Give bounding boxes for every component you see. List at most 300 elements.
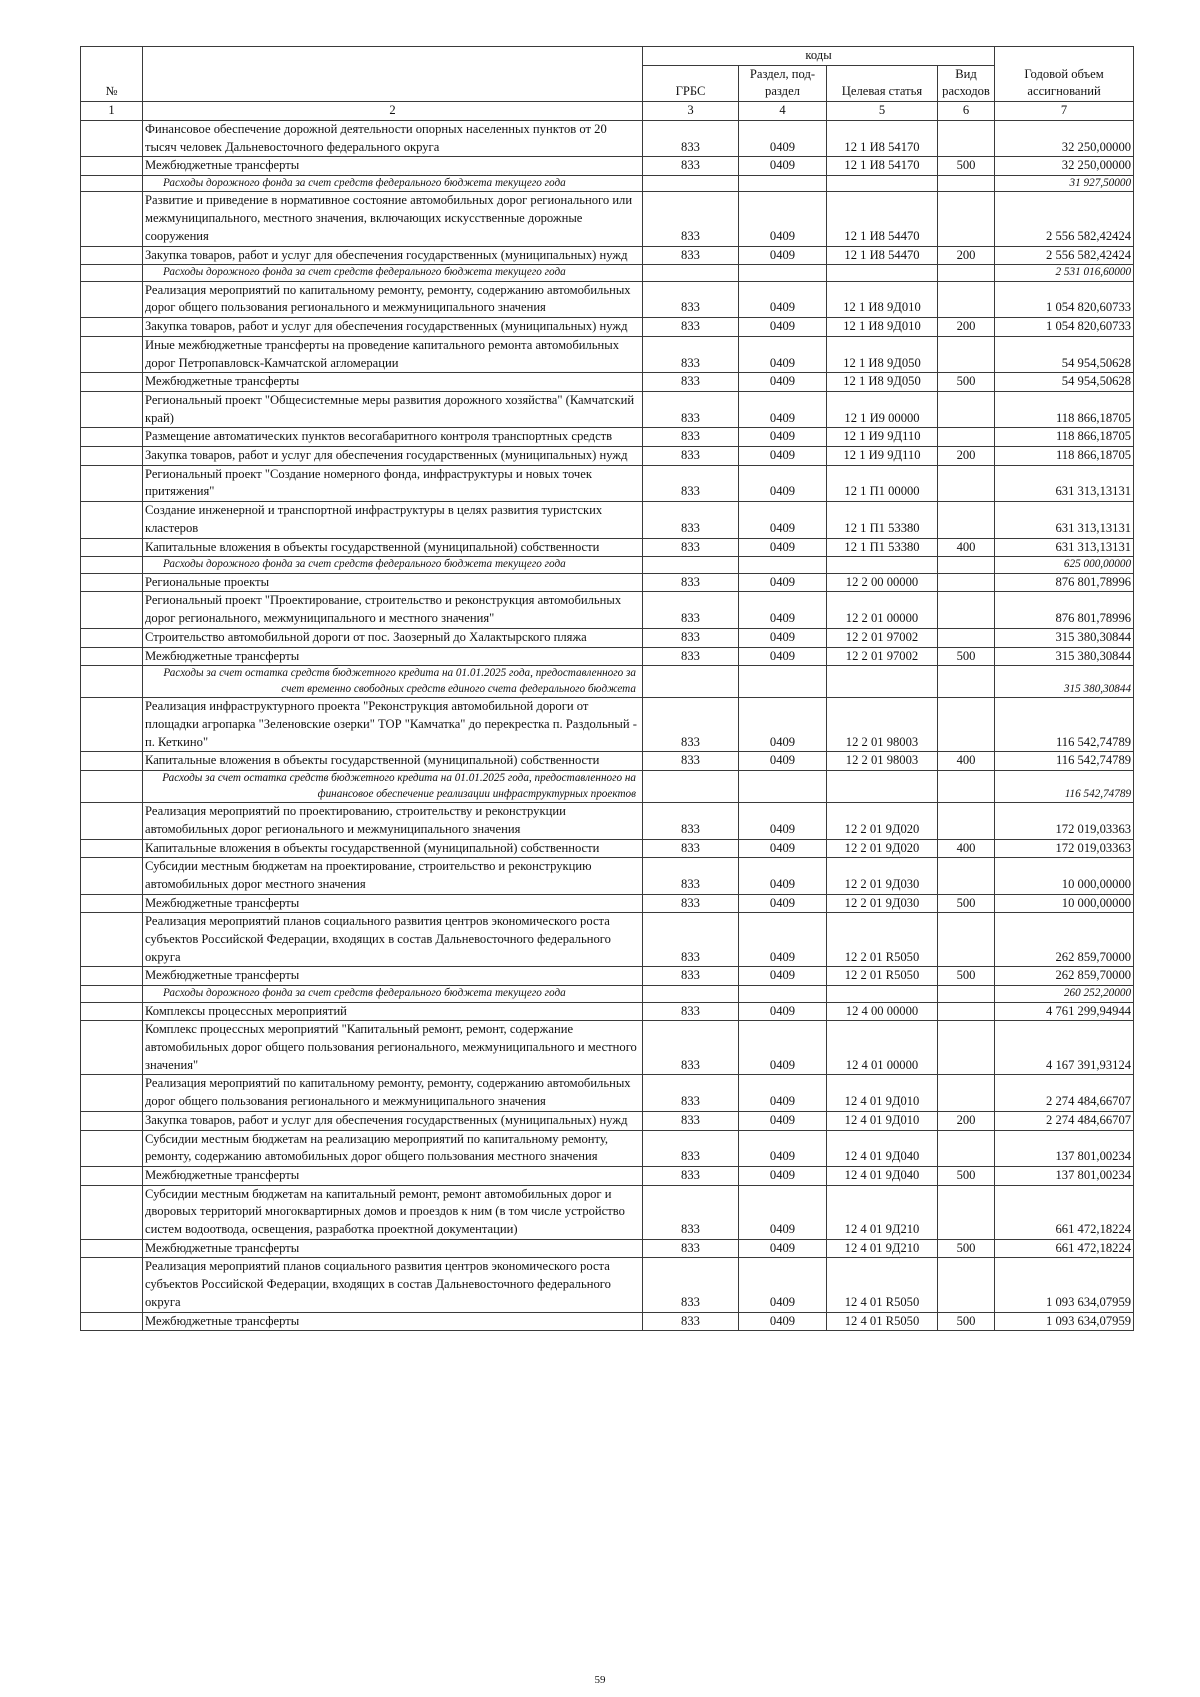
row-name-cell: Межбюджетные трансферты [143,647,643,666]
row-name-cell: Межбюджетные трансферты [143,967,643,986]
row-vid-cell: 200 [938,246,995,265]
row-grbs-cell: 833 [643,428,739,447]
table-header [81,47,1134,121]
row-target-cell: 12 4 01 9Д040 [827,1130,938,1166]
row-grbs-cell: 833 [643,1166,739,1185]
row-number-cell [81,557,143,574]
row-grbs-cell [643,175,739,192]
row-number-cell [81,913,143,967]
header-grbs: ГРБС [643,65,739,101]
row-vid-cell [938,265,995,282]
row-vid-cell: 500 [938,1239,995,1258]
row-amount-cell: 876 801,78996 [995,573,1134,592]
row-target-cell [827,666,938,698]
row-amount-cell: 172 019,03363 [995,803,1134,839]
row-number-cell [81,771,143,803]
table-row [81,1239,1134,1258]
row-name-cell: Реализация мероприятий по проектированию, строительству и реконструкции автомобильных дорог регионального и межмуниципального значения [143,803,643,839]
row-amount-cell: 315 380,30844 [995,666,1134,698]
row-vid-cell: 500 [938,373,995,392]
row-amount-cell: 661 472,18224 [995,1185,1134,1239]
row-razdel-cell: 0409 [739,573,827,592]
row-grbs-cell: 833 [643,839,739,858]
row-amount-cell: 10 000,00000 [995,894,1134,913]
row-name-cell: Капитальные вложения в объекты государственной (муниципальной) собственности [143,752,643,771]
row-name-cell: Закупка товаров, работ и услуг для обеспечения государственных (муниципальных) нужд [143,447,643,466]
row-target-cell [827,265,938,282]
row-target-cell: 12 2 01 R5050 [827,913,938,967]
row-number-cell [81,1075,143,1111]
row-number-cell [81,803,143,839]
row-number-cell [81,318,143,337]
row-target-cell: 12 4 00 00000 [827,1002,938,1021]
row-grbs-cell: 833 [643,538,739,557]
row-vid-cell [938,592,995,628]
row-name-cell: Региональные проекты [143,573,643,592]
row-name-cell: Реализация мероприятий по капитальному ремонту, ремонту, содержанию автомобильных дорог общего пользования регионального и межмуниципального значения [143,281,643,317]
row-amount-cell: 262 859,70000 [995,913,1134,967]
row-number-cell [81,1166,143,1185]
table-row [81,246,1134,265]
header-annual: Годовой объем ассигнований [995,47,1134,102]
row-vid-cell: 500 [938,1166,995,1185]
row-target-cell: 12 1 И9 9Д110 [827,428,938,447]
row-grbs-cell: 833 [643,281,739,317]
row-razdel-cell [739,771,827,803]
table-row [81,336,1134,372]
row-amount-cell: 1 054 820,60733 [995,318,1134,337]
row-grbs-cell: 833 [643,1075,739,1111]
row-number-cell [81,858,143,894]
row-amount-cell: 262 859,70000 [995,967,1134,986]
row-razdel-cell: 0409 [739,894,827,913]
row-grbs-cell [643,557,739,574]
row-vid-cell: 500 [938,1312,995,1331]
row-grbs-cell: 833 [643,1239,739,1258]
row-target-cell: 12 1 П1 53380 [827,502,938,538]
row-amount-cell: 118 866,18705 [995,391,1134,427]
row-name-cell: Размещение автоматических пунктов весогабаритного контроля транспортных средств [143,428,643,447]
row-target-cell: 12 2 01 9Д020 [827,839,938,858]
row-razdel-cell: 0409 [739,628,827,647]
row-name-cell: Межбюджетные трансферты [143,1239,643,1258]
row-target-cell [827,557,938,574]
row-grbs-cell: 833 [643,1111,739,1130]
row-name-cell: Создание инженерной и транспортной инфраструктуры в целях развития туристских кластеров [143,502,643,538]
row-vid-cell [938,175,995,192]
row-amount-cell: 31 927,50000 [995,175,1134,192]
row-number-cell [81,698,143,752]
row-vid-cell: 500 [938,157,995,176]
row-vid-cell [938,502,995,538]
row-razdel-cell: 0409 [739,1021,827,1075]
row-target-cell [827,986,938,1003]
row-name-cell: Реализация мероприятий планов социального развития центров экономического роста субъектов Российской Федерации, входящих в состав Дальневосточного федерального округа [143,1258,643,1312]
table-row [81,839,1134,858]
note-row [81,265,1134,282]
row-vid-cell: 500 [938,647,995,666]
row-amount-cell: 315 380,30844 [995,628,1134,647]
row-razdel-cell [739,666,827,698]
row-number-cell [81,157,143,176]
row-razdel-cell: 0409 [739,1239,827,1258]
row-name-cell: Субсидии местным бюджетам на реализацию мероприятий по капитальному ремонту, ремонту, содержанию автомобильных дорог общего пользования местного значения [143,1130,643,1166]
budget-allocation-table [80,46,1134,1331]
row-number-cell [81,192,143,246]
row-razdel-cell: 0409 [739,465,827,501]
row-target-cell: 12 2 01 00000 [827,592,938,628]
row-razdel-cell: 0409 [739,1185,827,1239]
row-amount-cell: 4 761 299,94944 [995,1002,1134,1021]
row-target-cell: 12 2 01 9Д030 [827,858,938,894]
row-grbs-cell: 833 [643,120,739,156]
note-row [81,986,1134,1003]
row-razdel-cell [739,265,827,282]
row-vid-cell: 200 [938,1111,995,1130]
row-grbs-cell: 833 [643,913,739,967]
row-name-cell: Субсидии местным бюджетам на капитальный ремонт, ремонт автомобильных дорог и дворовых территорий многоквартирных домов и проездов к ним (в том числе устройство систем водоотвода, освещения, разработка проектной документации) [143,1185,643,1239]
row-razdel-cell: 0409 [739,839,827,858]
row-grbs-cell: 833 [643,1258,739,1312]
row-amount-cell: 118 866,18705 [995,428,1134,447]
row-number-cell [81,246,143,265]
table-row [81,647,1134,666]
row-name-cell: Межбюджетные трансферты [143,157,643,176]
table-row [81,120,1134,156]
row-amount-cell: 4 167 391,93124 [995,1021,1134,1075]
row-number-cell [81,647,143,666]
table-row [81,391,1134,427]
row-name-cell: Закупка товаров, работ и услуг для обеспечения государственных (муниципальных) нужд [143,246,643,265]
row-grbs-cell: 833 [643,465,739,501]
row-number-cell [81,502,143,538]
row-name-cell: Реализация мероприятий по капитальному ремонту, ремонту, содержанию автомобильных дорог общего пользования регионального и межмуниципального значения [143,1075,643,1111]
row-grbs-cell: 833 [643,967,739,986]
row-vid-cell [938,803,995,839]
row-name-cell: Расходы за счет остатка средств бюджетного кредита на 01.01.2025 года, предоставленного на финансовое обеспечение реализации инфраструктурных проектов [143,771,643,803]
row-number-cell [81,628,143,647]
row-grbs-cell: 833 [643,894,739,913]
row-name-cell: Закупка товаров, работ и услуг для обеспечения государственных (муниципальных) нужд [143,318,643,337]
row-razdel-cell: 0409 [739,157,827,176]
row-razdel-cell [739,986,827,1003]
row-name-cell: Региональный проект "Проектирование, строительство и реконструкция автомобильных дорог регионального, межмуниципального и местного значения" [143,592,643,628]
row-vid-cell [938,1075,995,1111]
row-amount-cell: 32 250,00000 [995,157,1134,176]
row-number-cell [81,573,143,592]
row-target-cell: 12 1 И8 9Д050 [827,373,938,392]
row-name-cell: Комплекс процессных мероприятий "Капитальный ремонт, ремонт, содержание автомобильных дорог общего пользования регионального, межмуниципального и местного значения" [143,1021,643,1075]
row-grbs-cell: 833 [643,447,739,466]
row-razdel-cell: 0409 [739,428,827,447]
row-number-cell [81,1111,143,1130]
row-target-cell [827,771,938,803]
header-name [143,47,643,102]
row-target-cell: 12 1 И8 54170 [827,157,938,176]
table-row [81,913,1134,967]
row-razdel-cell: 0409 [739,1166,827,1185]
row-number-cell [81,428,143,447]
header-row-top [81,47,1134,66]
row-grbs-cell: 833 [643,373,739,392]
row-target-cell: 12 1 И9 9Д110 [827,447,938,466]
row-target-cell: 12 4 01 9Д210 [827,1185,938,1239]
header-target: Целевая статья [827,65,938,101]
row-grbs-cell: 833 [643,628,739,647]
row-grbs-cell: 833 [643,318,739,337]
row-name-cell: Развитие и приведение в нормативное состояние автомобильных дорог регионального или межмуниципального, местного значения, включающих искусственные дорожные сооружения [143,192,643,246]
row-vid-cell [938,465,995,501]
table-row [81,1075,1134,1111]
row-name-cell: Реализация мероприятий планов социального развития центров экономического роста субъектов Российской Федерации, входящих в состав Дальневосточного федерального округа [143,913,643,967]
table-row [81,318,1134,337]
table-row [81,573,1134,592]
table-row [81,1111,1134,1130]
row-razdel-cell: 0409 [739,538,827,557]
row-razdel-cell: 0409 [739,318,827,337]
row-target-cell: 12 4 01 9Д040 [827,1166,938,1185]
table-row [81,1166,1134,1185]
header-codes: коды [643,47,995,66]
row-amount-cell: 116 542,74789 [995,752,1134,771]
row-amount-cell: 118 866,18705 [995,447,1134,466]
table-row [81,698,1134,752]
row-grbs-cell: 833 [643,1002,739,1021]
row-target-cell: 12 2 01 97002 [827,628,938,647]
row-razdel-cell: 0409 [739,246,827,265]
row-vid-cell: 400 [938,752,995,771]
table-row [81,1021,1134,1075]
row-razdel-cell: 0409 [739,120,827,156]
row-name-cell: Расходы за счет остатка средств бюджетного кредита на 01.01.2025 года, предоставленного за счет временно свободных средств единого счета федерального бюджета [143,666,643,698]
row-amount-cell: 137 801,00234 [995,1130,1134,1166]
row-grbs-cell: 833 [643,502,739,538]
row-number-cell [81,1312,143,1331]
col-number: 3 [643,102,739,121]
row-target-cell: 12 2 01 98003 [827,752,938,771]
row-number-cell [81,894,143,913]
row-vid-cell [938,1185,995,1239]
row-amount-cell: 54 954,50628 [995,373,1134,392]
row-grbs-cell: 833 [643,157,739,176]
row-grbs-cell: 833 [643,752,739,771]
row-target-cell: 12 4 01 9Д010 [827,1111,938,1130]
row-number-cell [81,1002,143,1021]
table-row [81,1258,1134,1312]
table-row [81,538,1134,557]
row-razdel-cell: 0409 [739,1130,827,1166]
row-target-cell: 12 1 И8 54470 [827,246,938,265]
col-number: 7 [995,102,1134,121]
row-razdel-cell: 0409 [739,1258,827,1312]
row-amount-cell: 2 556 582,42424 [995,246,1134,265]
row-target-cell: 12 2 00 00000 [827,573,938,592]
row-amount-cell: 1 093 634,07959 [995,1312,1134,1331]
table-row [81,803,1134,839]
row-number-cell [81,1185,143,1239]
row-razdel-cell: 0409 [739,967,827,986]
row-number-cell [81,666,143,698]
row-vid-cell [938,573,995,592]
row-amount-cell: 54 954,50628 [995,336,1134,372]
row-number-cell [81,373,143,392]
row-vid-cell [938,391,995,427]
row-number-cell [81,120,143,156]
row-razdel-cell: 0409 [739,336,827,372]
row-vid-cell [938,557,995,574]
row-vid-cell: 200 [938,318,995,337]
row-vid-cell [938,858,995,894]
row-name-cell: Межбюджетные трансферты [143,373,643,392]
row-name-cell: Расходы дорожного фонда за счет средств федерального бюджета текущего года [143,986,643,1003]
row-grbs-cell: 833 [643,803,739,839]
table-body [81,120,1134,1330]
row-name-cell: Реализация инфраструктурного проекта "Реконструкция автомобильной дороги от площадки агропарка "Зеленовские озерки" ТОР "Камчатка" до перекрестка п. Раздольный - п. Кеткино" [143,698,643,752]
row-target-cell: 12 2 01 9Д030 [827,894,938,913]
row-target-cell: 12 4 01 9Д210 [827,1239,938,1258]
table-row [81,592,1134,628]
row-vid-cell [938,666,995,698]
note-row [81,771,1134,803]
row-vid-cell [938,913,995,967]
row-razdel-cell: 0409 [739,1312,827,1331]
header-row-numbers [81,102,1134,121]
row-target-cell: 12 1 П1 53380 [827,538,938,557]
row-name-cell: Капитальные вложения в объекты государственной (муниципальной) собственности [143,538,643,557]
row-target-cell: 12 4 01 R5050 [827,1312,938,1331]
row-vid-cell: 500 [938,894,995,913]
row-name-cell: Закупка товаров, работ и услуг для обеспечения государственных (муниципальных) нужд [143,1111,643,1130]
row-razdel-cell [739,175,827,192]
row-number-cell [81,265,143,282]
row-target-cell: 12 2 01 98003 [827,698,938,752]
row-razdel-cell: 0409 [739,391,827,427]
table-row [81,858,1134,894]
row-amount-cell: 2 556 582,42424 [995,192,1134,246]
row-amount-cell: 116 542,74789 [995,771,1134,803]
row-number-cell [81,281,143,317]
table-row [81,1185,1134,1239]
row-target-cell: 12 1 П1 00000 [827,465,938,501]
row-target-cell [827,175,938,192]
row-name-cell: Межбюджетные трансферты [143,1312,643,1331]
row-grbs-cell [643,771,739,803]
col-number: 1 [81,102,143,121]
row-amount-cell: 1 054 820,60733 [995,281,1134,317]
note-row [81,175,1134,192]
row-number-cell [81,839,143,858]
row-name-cell: Региональный проект "Создание номерного фонда, инфраструктуры и новых точек притяжения" [143,465,643,501]
row-name-cell: Финансовое обеспечение дорожной деятельности опорных населенных пунктов от 20 тысяч человек Дальневосточного федерального округа [143,120,643,156]
table-row [81,465,1134,501]
row-target-cell: 12 1 И8 9Д050 [827,336,938,372]
table-row [81,1312,1134,1331]
row-number-cell [81,465,143,501]
row-amount-cell: 631 313,13131 [995,502,1134,538]
row-vid-cell [938,120,995,156]
row-vid-cell: 200 [938,447,995,466]
row-number-cell [81,447,143,466]
row-number-cell [81,592,143,628]
row-name-cell: Расходы дорожного фонда за счет средств федерального бюджета текущего года [143,557,643,574]
row-vid-cell [938,628,995,647]
row-razdel-cell [739,557,827,574]
row-name-cell: Иные межбюджетные трансферты на проведение капитального ремонта автомобильных дорог Петропавловск-Камчатской агломерации [143,336,643,372]
row-name-cell: Расходы дорожного фонда за счет средств федерального бюджета текущего года [143,265,643,282]
row-name-cell: Строительство автомобильной дороги от пос. Заозерный до Халактырского пляжа [143,628,643,647]
table-row [81,967,1134,986]
row-amount-cell: 625 000,00000 [995,557,1134,574]
row-razdel-cell: 0409 [739,752,827,771]
row-grbs-cell [643,986,739,1003]
row-amount-cell: 661 472,18224 [995,1239,1134,1258]
row-vid-cell: 500 [938,967,995,986]
table-row [81,373,1134,392]
table-row [81,1130,1134,1166]
row-name-cell: Расходы дорожного фонда за счет средств федерального бюджета текущего года [143,175,643,192]
table-row [81,192,1134,246]
row-amount-cell: 10 000,00000 [995,858,1134,894]
row-vid-cell [938,336,995,372]
col-number: 6 [938,102,995,121]
col-number: 4 [739,102,827,121]
note-row [81,666,1134,698]
row-razdel-cell: 0409 [739,447,827,466]
row-vid-cell [938,1130,995,1166]
header-num: № [81,47,143,102]
row-name-cell: Капитальные вложения в объекты государственной (муниципальной) собственности [143,839,643,858]
row-grbs-cell: 833 [643,391,739,427]
row-grbs-cell: 833 [643,1312,739,1331]
row-razdel-cell: 0409 [739,698,827,752]
row-target-cell: 12 4 01 00000 [827,1021,938,1075]
row-number-cell [81,967,143,986]
row-number-cell [81,538,143,557]
table-row [81,752,1134,771]
row-grbs-cell: 833 [643,698,739,752]
row-number-cell [81,391,143,427]
row-razdel-cell: 0409 [739,1075,827,1111]
row-vid-cell [938,986,995,1003]
row-number-cell [81,1258,143,1312]
col-number: 2 [143,102,643,121]
row-vid-cell [938,192,995,246]
row-name-cell: Комплексы процессных мероприятий [143,1002,643,1021]
row-target-cell: 12 4 01 R5050 [827,1258,938,1312]
row-razdel-cell: 0409 [739,502,827,538]
row-razdel-cell: 0409 [739,373,827,392]
row-amount-cell: 2 274 484,66707 [995,1111,1134,1130]
row-amount-cell: 32 250,00000 [995,120,1134,156]
row-target-cell: 12 4 01 9Д010 [827,1075,938,1111]
row-grbs-cell: 833 [643,1185,739,1239]
row-target-cell: 12 2 01 R5050 [827,967,938,986]
table-row [81,157,1134,176]
row-number-cell [81,336,143,372]
row-grbs-cell [643,265,739,282]
row-vid-cell [938,281,995,317]
row-target-cell: 12 1 И8 9Д010 [827,318,938,337]
row-razdel-cell: 0409 [739,592,827,628]
row-razdel-cell: 0409 [739,913,827,967]
table-row [81,894,1134,913]
row-grbs-cell: 833 [643,858,739,894]
row-grbs-cell: 833 [643,1130,739,1166]
row-number-cell [81,1021,143,1075]
row-target-cell: 12 1 И8 54170 [827,120,938,156]
row-vid-cell [938,771,995,803]
table-row [81,447,1134,466]
